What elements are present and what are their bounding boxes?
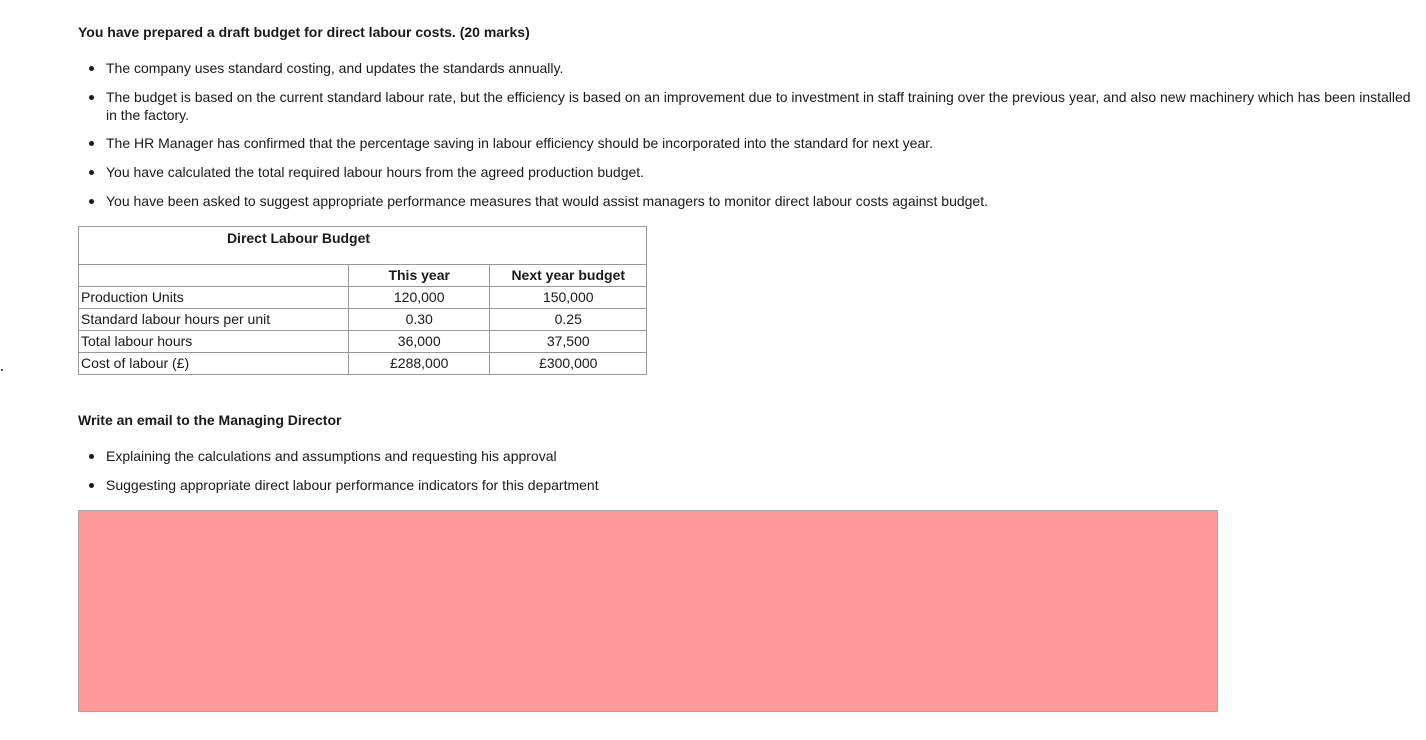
row-label: Standard labour hours per unit [79,309,349,331]
cell-next-year: 0.25 [490,309,647,331]
bullet-item: You have been asked to suggest appropriate performance measures that would assist managers to monitor direct labour costs against budget. [78,192,1418,210]
bullet-item: You have calculated the total required labour hours from the agreed production budget. [78,163,1418,181]
task-heading: Write an email to the Managing Director [78,412,342,428]
stray-dot [1,369,3,371]
row-label: Total labour hours [79,331,349,353]
column-header-next-year: Next year budget [490,265,647,287]
bullet-item: The budget is based on the current standard labour rate, but the efficiency is based on an improvement due to investment in staff training over the previous year, and also new machinery which has been installed in the factory. [78,88,1418,124]
task-bullet-item: Suggesting appropriate direct labour performance indicators for this department [78,476,1418,494]
column-header-blank [79,265,349,287]
cell-this-year: 36,000 [348,331,490,353]
table-row [79,353,647,375]
task-bullet-item: Explaining the calculations and assumptions and requesting his approval [78,447,1418,465]
direct-labour-budget-table [78,226,647,375]
cell-this-year: 0.30 [348,309,490,331]
table-title: Direct Labour Budget [79,227,647,265]
question-bullet-list [78,59,1418,221]
table-row [79,309,647,331]
bullet-item: The HR Manager has confirmed that the percentage saving in labour efficiency should be incorporated into the standard for next year. [78,134,1418,152]
task-bullet-list [78,447,1418,505]
row-label: Production Units [79,287,349,309]
table-row [79,331,647,353]
table-row [79,287,647,309]
cell-next-year: £300,000 [490,353,647,375]
question-heading: You have prepared a draft budget for direct labour costs. (20 marks) [78,24,530,40]
row-label: Cost of labour (£) [79,353,349,375]
table-header-row [79,265,647,287]
bullet-item: The company uses standard costing, and updates the standards annually. [78,59,1418,77]
column-header-this-year: This year [348,265,490,287]
cell-next-year: 37,500 [490,331,647,353]
answer-text-area[interactable] [78,510,1218,712]
cell-this-year: 120,000 [348,287,490,309]
cell-this-year: £288,000 [348,353,490,375]
cell-next-year: 150,000 [490,287,647,309]
